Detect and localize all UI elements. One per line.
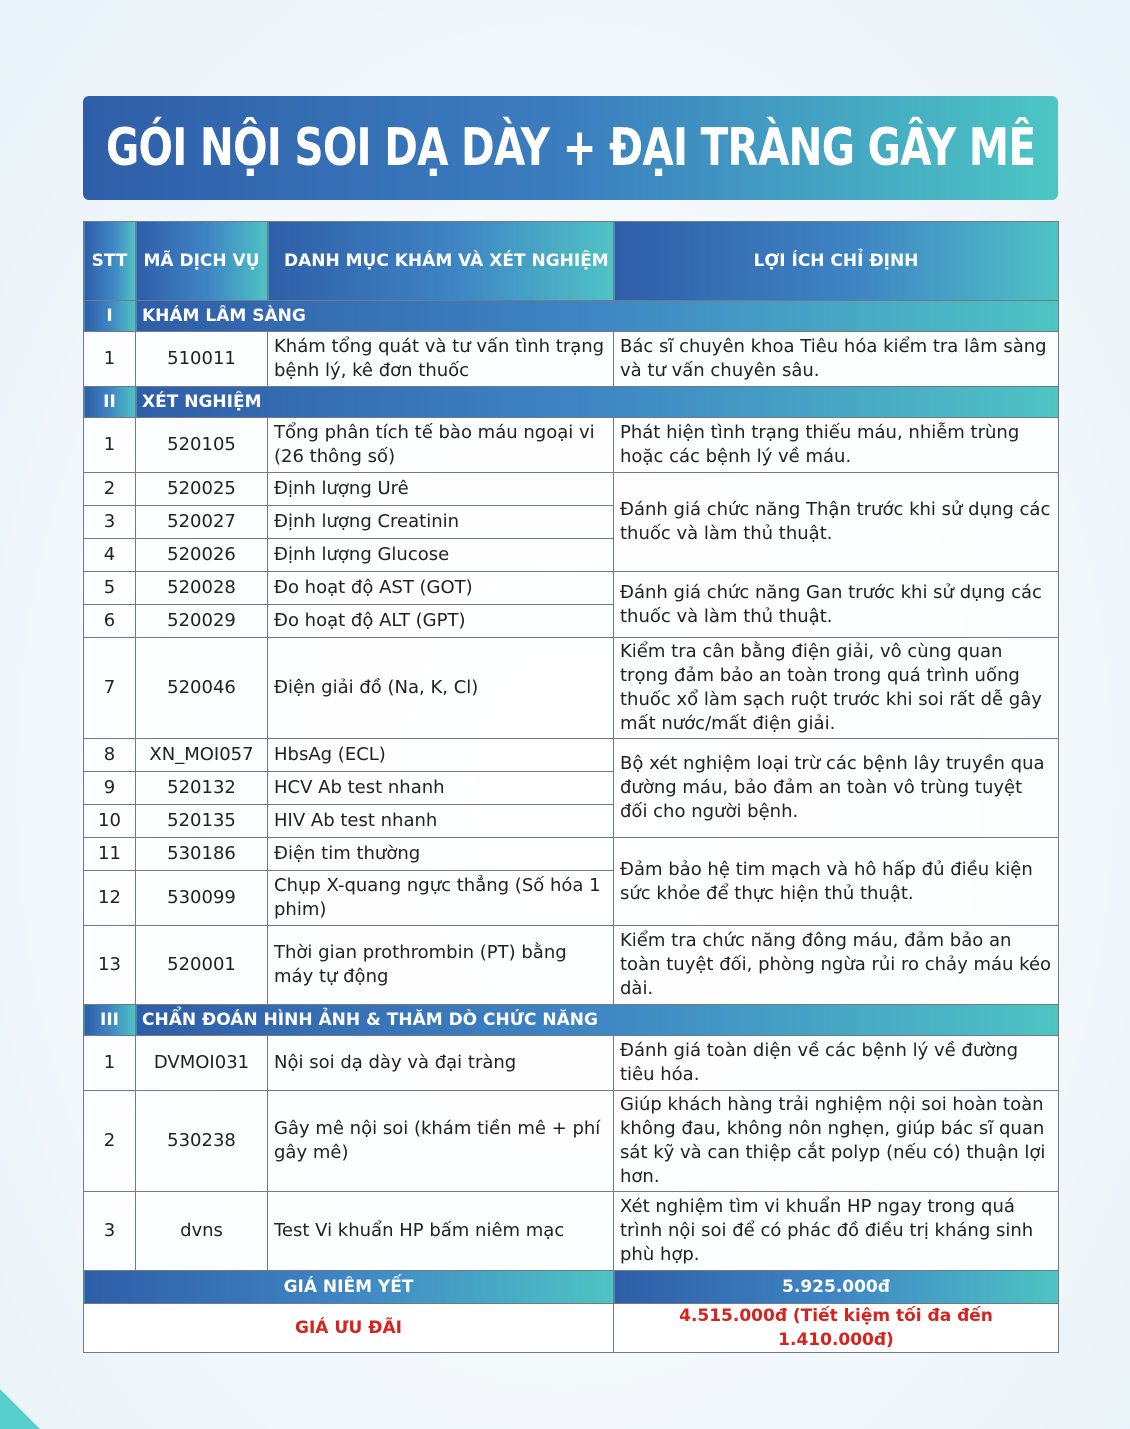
section-title: KHÁM LÂM SÀNG bbox=[136, 301, 1059, 332]
table-row bbox=[84, 1091, 1059, 1192]
row-code: 520046 bbox=[136, 638, 268, 739]
table-row bbox=[84, 1192, 1059, 1271]
row-item: Định lượng Glucose bbox=[268, 539, 614, 572]
row-item: Nội soi dạ dày và đại tràng bbox=[268, 1036, 614, 1091]
row-code: 530186 bbox=[136, 838, 268, 871]
listed-price-label: GIÁ NIÊM YẾT bbox=[84, 1271, 614, 1304]
row-code: 520135 bbox=[136, 805, 268, 838]
row-benefit: Kiểm tra cân bằng điện giải, vô cùng quan trọng đảm bảo an toàn trong quá trình uống thuốc xổ làm sạch ruột trước khi soi rất dễ gây mất nước/mất điện giải. bbox=[614, 638, 1059, 739]
row-benefit: Phát hiện tình trạng thiếu máu, nhiễm trùng hoặc các bệnh lý về máu. bbox=[614, 418, 1059, 473]
offer-price-label: GIÁ ƯU ĐÃI bbox=[84, 1304, 614, 1353]
table-row bbox=[84, 418, 1059, 473]
header-code: MÃ DỊCH VỤ bbox=[136, 222, 268, 301]
row-item: Điện giải đồ (Na, K, Cl) bbox=[268, 638, 614, 739]
corner-decoration bbox=[0, 1389, 40, 1429]
row-item: Chụp X-quang ngực thẳng (Số hóa 1 phim) bbox=[268, 871, 614, 926]
row-stt: 6 bbox=[84, 605, 136, 638]
header-item: DANH MỤC KHÁM VÀ XÉT NGHIỆM bbox=[268, 222, 614, 301]
row-stt: 9 bbox=[84, 772, 136, 805]
row-benefit: Đánh giá toàn diện về các bệnh lý về đường tiêu hóa. bbox=[614, 1036, 1059, 1091]
row-code: 520132 bbox=[136, 772, 268, 805]
row-item: Khám tổng quát và tư vấn tình trạng bệnh lý, kê đơn thuốc bbox=[268, 332, 614, 387]
section-number: II bbox=[84, 387, 136, 418]
row-item: Định lượng Urê bbox=[268, 473, 614, 506]
row-code: 510011 bbox=[136, 332, 268, 387]
row-code: 520105 bbox=[136, 418, 268, 473]
row-item: Điện tim thường bbox=[268, 838, 614, 871]
row-stt: 1 bbox=[84, 332, 136, 387]
table-row bbox=[84, 638, 1059, 739]
row-item: Thời gian prothrombin (PT) bằng máy tự động bbox=[268, 926, 614, 1005]
table-row bbox=[84, 473, 1059, 506]
section-title: CHẨN ĐOÁN HÌNH ẢNH & THĂM DÒ CHỨC NĂNG bbox=[136, 1005, 1059, 1036]
row-stt: 3 bbox=[84, 506, 136, 539]
row-code: 520026 bbox=[136, 539, 268, 572]
row-item: HCV Ab test nhanh bbox=[268, 772, 614, 805]
row-benefit: Giúp khách hàng trải nghiệm nội soi hoàn toàn không đau, không nôn nghẹn, giúp bác sĩ quan sát kỹ và can thiệp cắt polyp (nếu có) thuận lợi hơn. bbox=[614, 1091, 1059, 1192]
row-code: 520028 bbox=[136, 572, 268, 605]
section-number: III bbox=[84, 1005, 136, 1036]
listed-price-value: 5.925.000đ bbox=[614, 1271, 1059, 1304]
row-item: Tổng phân tích tế bào máu ngoại vi (26 thông số) bbox=[268, 418, 614, 473]
row-benefit: Bộ xét nghiệm loại trừ các bệnh lây truyền qua đường máu, bảo đảm an toàn vô trùng tuyệt đối cho người bệnh. bbox=[614, 739, 1059, 838]
row-stt: 5 bbox=[84, 572, 136, 605]
row-benefit: Xét nghiệm tìm vi khuẩn HP ngay trong quá trình nội soi để có phác đồ điều trị kháng sinh phù hợp. bbox=[614, 1192, 1059, 1271]
row-item: Đo hoạt độ ALT (GPT) bbox=[268, 605, 614, 638]
row-stt: 11 bbox=[84, 838, 136, 871]
row-item: Định lượng Creatinin bbox=[268, 506, 614, 539]
row-item: HbsAg (ECL) bbox=[268, 739, 614, 772]
row-stt: 8 bbox=[84, 739, 136, 772]
row-code: dvns bbox=[136, 1192, 268, 1271]
row-stt: 7 bbox=[84, 638, 136, 739]
listed-price-row bbox=[84, 1271, 1059, 1304]
table-row bbox=[84, 739, 1059, 772]
service-table bbox=[83, 221, 1059, 1353]
table-row bbox=[84, 926, 1059, 1005]
table-row bbox=[84, 1036, 1059, 1091]
row-stt: 4 bbox=[84, 539, 136, 572]
table-row bbox=[84, 838, 1059, 871]
section-row bbox=[84, 301, 1059, 332]
row-benefit: Đánh giá chức năng Gan trước khi sử dụng các thuốc và làm thủ thuật. bbox=[614, 572, 1059, 638]
row-stt: 10 bbox=[84, 805, 136, 838]
row-code: DVMOI031 bbox=[136, 1036, 268, 1091]
row-code: 530099 bbox=[136, 871, 268, 926]
row-code: XN_MOI057 bbox=[136, 739, 268, 772]
section-number: I bbox=[84, 301, 136, 332]
table-row bbox=[84, 572, 1059, 605]
offer-price-value: 4.515.000đ (Tiết kiệm tối đa đến 1.410.000đ) bbox=[614, 1304, 1059, 1353]
section-row bbox=[84, 1005, 1059, 1036]
row-stt: 12 bbox=[84, 871, 136, 926]
row-code: 520029 bbox=[136, 605, 268, 638]
row-stt: 3 bbox=[84, 1192, 136, 1271]
page-title: GÓI NỘI SOI DẠ DÀY + ĐẠI TRÀNG GÂY MÊ bbox=[105, 118, 1036, 178]
row-benefit: Đánh giá chức năng Thận trước khi sử dụng các thuốc và làm thủ thuật. bbox=[614, 473, 1059, 572]
row-item: Test Vi khuẩn HP bấm niêm mạc bbox=[268, 1192, 614, 1271]
section-title: XÉT NGHIỆM bbox=[136, 387, 1059, 418]
row-benefit: Kiểm tra chức năng đông máu, đảm bảo an toàn tuyệt đối, phòng ngừa rủi ro chảy máu kéo dài. bbox=[614, 926, 1059, 1005]
row-code: 520001 bbox=[136, 926, 268, 1005]
section-row bbox=[84, 387, 1059, 418]
row-benefit: Đảm bảo hệ tim mạch và hô hấp đủ điều kiện sức khỏe để thực hiện thủ thuật. bbox=[614, 838, 1059, 926]
table-header bbox=[84, 222, 1059, 301]
row-item: Gây mê nội soi (khám tiền mê + phí gây mê) bbox=[268, 1091, 614, 1192]
row-item: Đo hoạt độ AST (GOT) bbox=[268, 572, 614, 605]
row-benefit: Bác sĩ chuyên khoa Tiêu hóa kiểm tra lâm sàng và tư vấn chuyên sâu. bbox=[614, 332, 1059, 387]
row-stt: 1 bbox=[84, 418, 136, 473]
title-banner bbox=[83, 96, 1058, 200]
row-code: 520025 bbox=[136, 473, 268, 506]
table-row bbox=[84, 332, 1059, 387]
row-item: HIV Ab test nhanh bbox=[268, 805, 614, 838]
header-benefit: LỢI ÍCH CHỈ ĐỊNH bbox=[614, 222, 1059, 301]
offer-price-row bbox=[84, 1304, 1059, 1353]
row-stt: 2 bbox=[84, 473, 136, 506]
row-stt: 13 bbox=[84, 926, 136, 1005]
header-stt: STT bbox=[84, 222, 136, 301]
row-code: 520027 bbox=[136, 506, 268, 539]
row-code: 530238 bbox=[136, 1091, 268, 1192]
row-stt: 1 bbox=[84, 1036, 136, 1091]
row-stt: 2 bbox=[84, 1091, 136, 1192]
